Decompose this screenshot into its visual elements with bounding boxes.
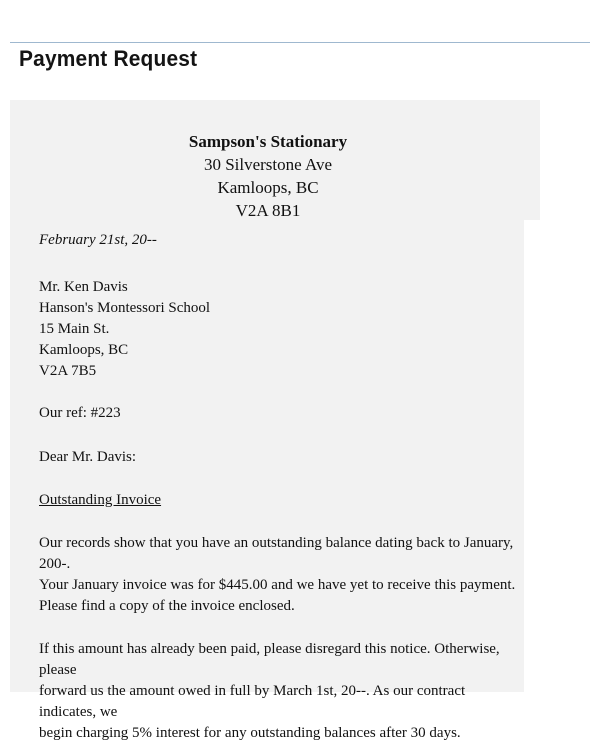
- paragraph-1-line-2: Your January invoice was for $445.00 and we have yet to receive this payment.: [39, 577, 516, 593]
- paragraph-2-line-1: If this amount has already been paid, please disregard this notice. Otherwise, please: [39, 641, 500, 678]
- letterhead-postal: V2A 8B1: [235, 201, 301, 220]
- reference-line: Our ref: #223: [39, 405, 121, 421]
- recipient-postal: V2A 7B5: [39, 363, 97, 379]
- paragraph-2-line-3: begin charging 5% interest for any outstanding balances after 30 days.: [39, 725, 461, 741]
- paragraph-2-line-2: forward us the amount owed in full by March 1st, 20--. As our contract indicates, we: [39, 683, 466, 720]
- paragraph-1-line-3: Please find a copy of the invoice enclosed.: [39, 598, 295, 614]
- paragraph-2: [39, 639, 519, 744]
- letterhead-street: 30 Silverstone Ave: [203, 155, 333, 174]
- recipient-organization: Hanson's Montessori School: [39, 300, 211, 316]
- salutation: Dear Mr. Davis:: [39, 449, 137, 465]
- letterhead: [88, 130, 448, 222]
- recipient-name: Mr. Ken Davis: [39, 279, 128, 295]
- header-divider: [10, 42, 590, 43]
- letterhead-city: Kamloops, BC: [217, 178, 319, 197]
- recipient-street: 15 Main St.: [39, 321, 110, 337]
- recipient-city: Kamloops, BC: [39, 342, 129, 358]
- recipient-address: [39, 277, 519, 382]
- subject-line: Outstanding Invoice: [39, 492, 162, 508]
- letter-date: February 21st, 20--: [39, 232, 157, 248]
- paragraph-1: [39, 533, 519, 617]
- letter-body: [39, 230, 519, 744]
- page-title: Payment Request: [19, 46, 198, 71]
- paragraph-1-line-1: Our records show that you have an outstanding balance dating back to January, 200-.: [39, 535, 514, 572]
- letterhead-company: Sampson's Stationary: [188, 132, 348, 151]
